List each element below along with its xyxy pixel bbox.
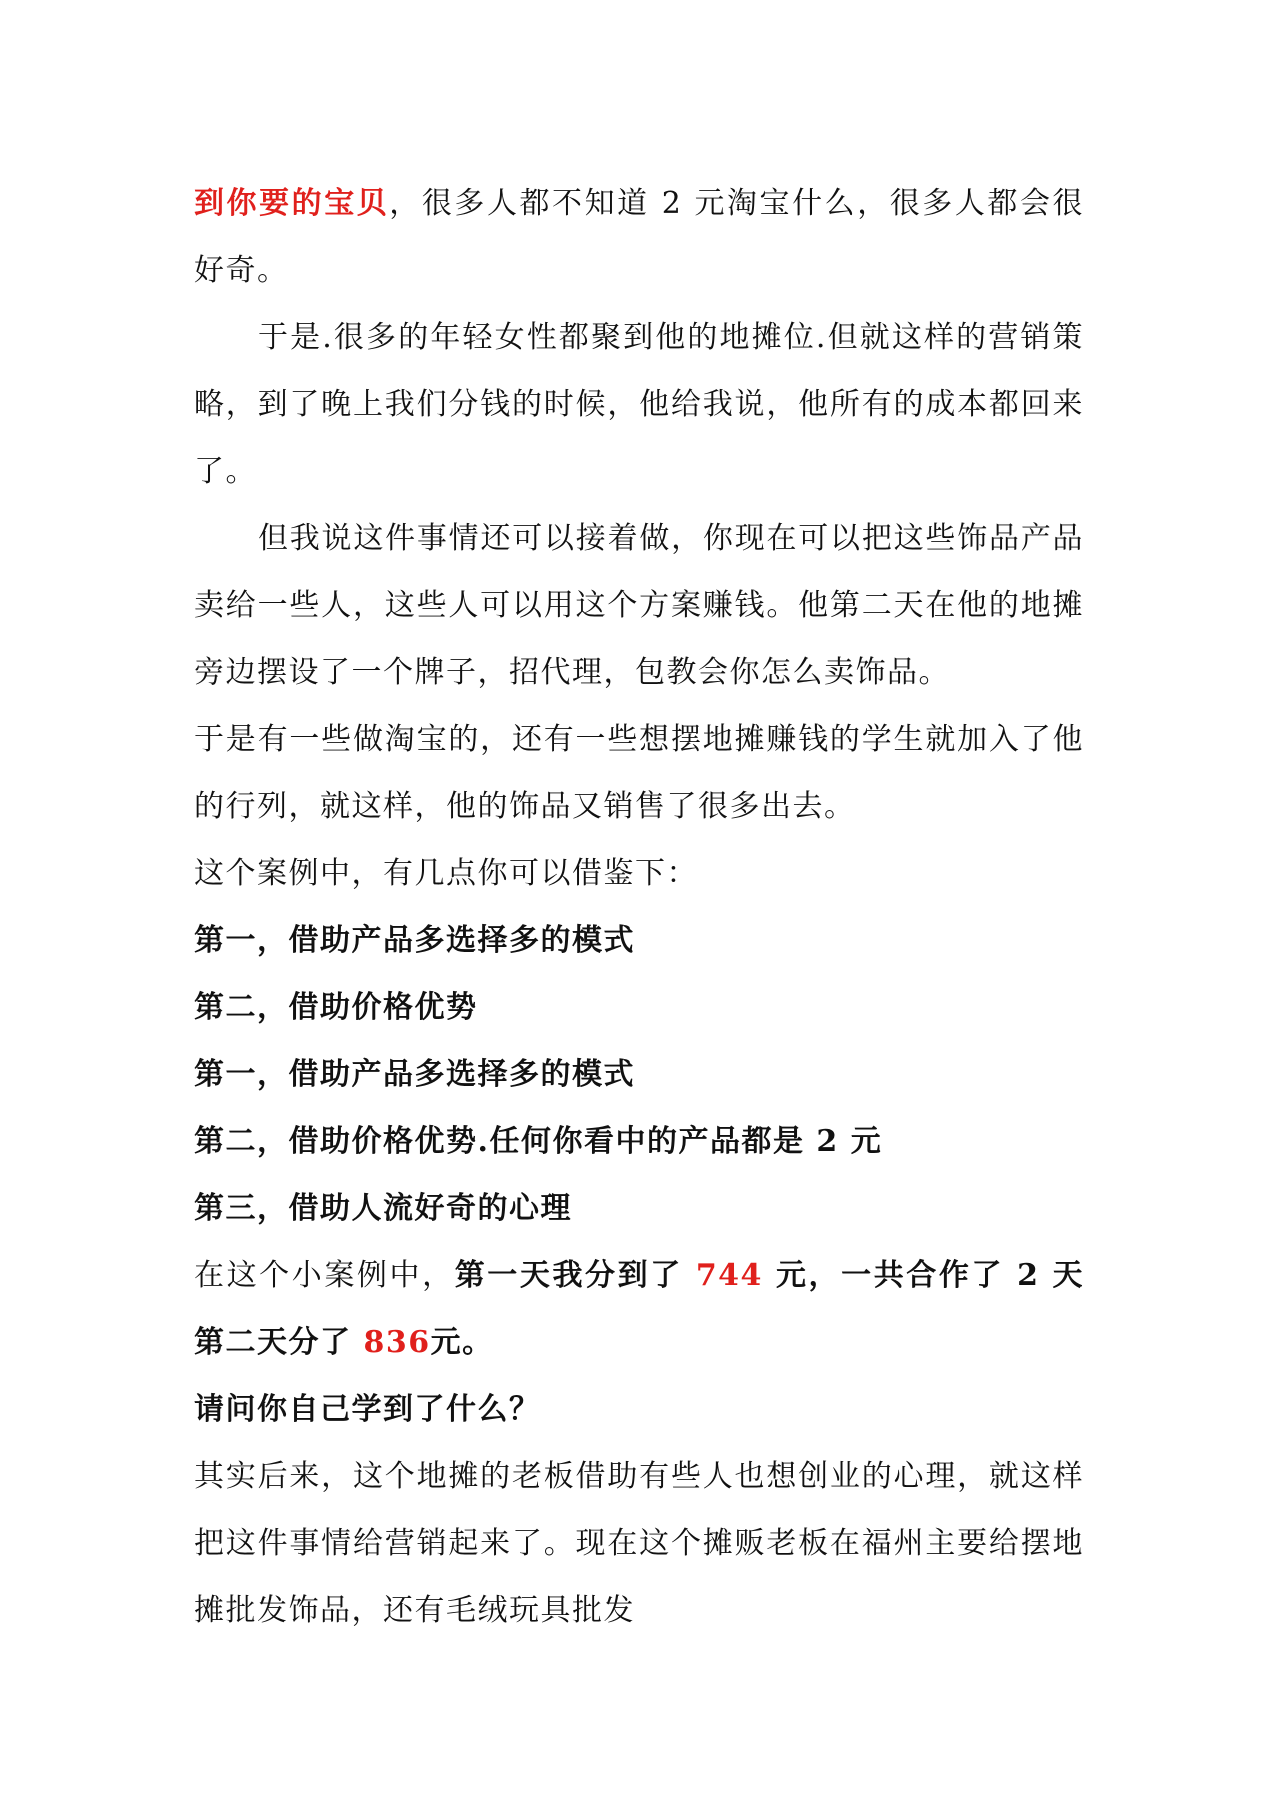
highlight-number: 744 bbox=[695, 1258, 763, 1293]
highlight-number: 836 bbox=[363, 1325, 431, 1360]
question-heading: 请问你自己学到了什么？ bbox=[194, 1392, 541, 1427]
bold-text: 第一天我分到了 bbox=[454, 1258, 696, 1293]
paragraph-6 bbox=[194, 1242, 1084, 1376]
point-5: 第三，借助人流好奇的心理 bbox=[194, 1191, 572, 1226]
point-2: 第二，借助价格优势 bbox=[194, 990, 478, 1025]
point-3: 第一，借助产品多选择多的模式 bbox=[194, 1057, 635, 1092]
paragraph-text: ，很多人都不知道 2 元淘宝什么，很多人都会很好奇。 bbox=[194, 186, 1084, 288]
point-1: 第一，借助产品多选择多的模式 bbox=[194, 923, 635, 958]
paragraph-1 bbox=[194, 170, 1084, 304]
point-4: 第二，借助价格优势.任何你看中的产品都是 2 元 bbox=[194, 1124, 883, 1159]
paragraph-3: 但我说这件事情还可以接着做，你现在可以把这些饰品产品卖给一些人，这些人可以用这个方案赚钱。他第二天在他的地摊旁边摆设了一个牌子，招代理，包教会你怎么卖饰品。 bbox=[194, 521, 1084, 690]
document-body bbox=[194, 170, 1084, 1644]
paragraph-2: 于是.很多的年轻女性都聚到他的地摊位.但就这样的营销策略，到了晚上我们分钱的时候，他给我说，他所有的成本都回来了。 bbox=[194, 320, 1084, 489]
highlight-text: 到你要的宝贝 bbox=[194, 186, 390, 221]
paragraph-4: 于是有一些做淘宝的，还有一些想摆地摊赚钱的学生就加入了他的行列，就这样，他的饰品又销售了很多出去。 bbox=[194, 722, 1084, 824]
bold-text: 元，一共合作了 2 天第二天分了 bbox=[194, 1258, 1084, 1360]
paragraph-5: 这个案例中，有几点你可以借鉴下： bbox=[194, 856, 698, 891]
bold-text: 元。 bbox=[430, 1325, 494, 1360]
paragraph-text: 在这个小案例中， bbox=[194, 1258, 455, 1293]
paragraph-7: 其实后来，这个地摊的老板借助有些人也想创业的心理，就这样把这件事情给营销起来了。现在这个摊贩老板在福州主要给摆地摊批发饰品，还有毛绒玩具批发 bbox=[194, 1459, 1084, 1628]
